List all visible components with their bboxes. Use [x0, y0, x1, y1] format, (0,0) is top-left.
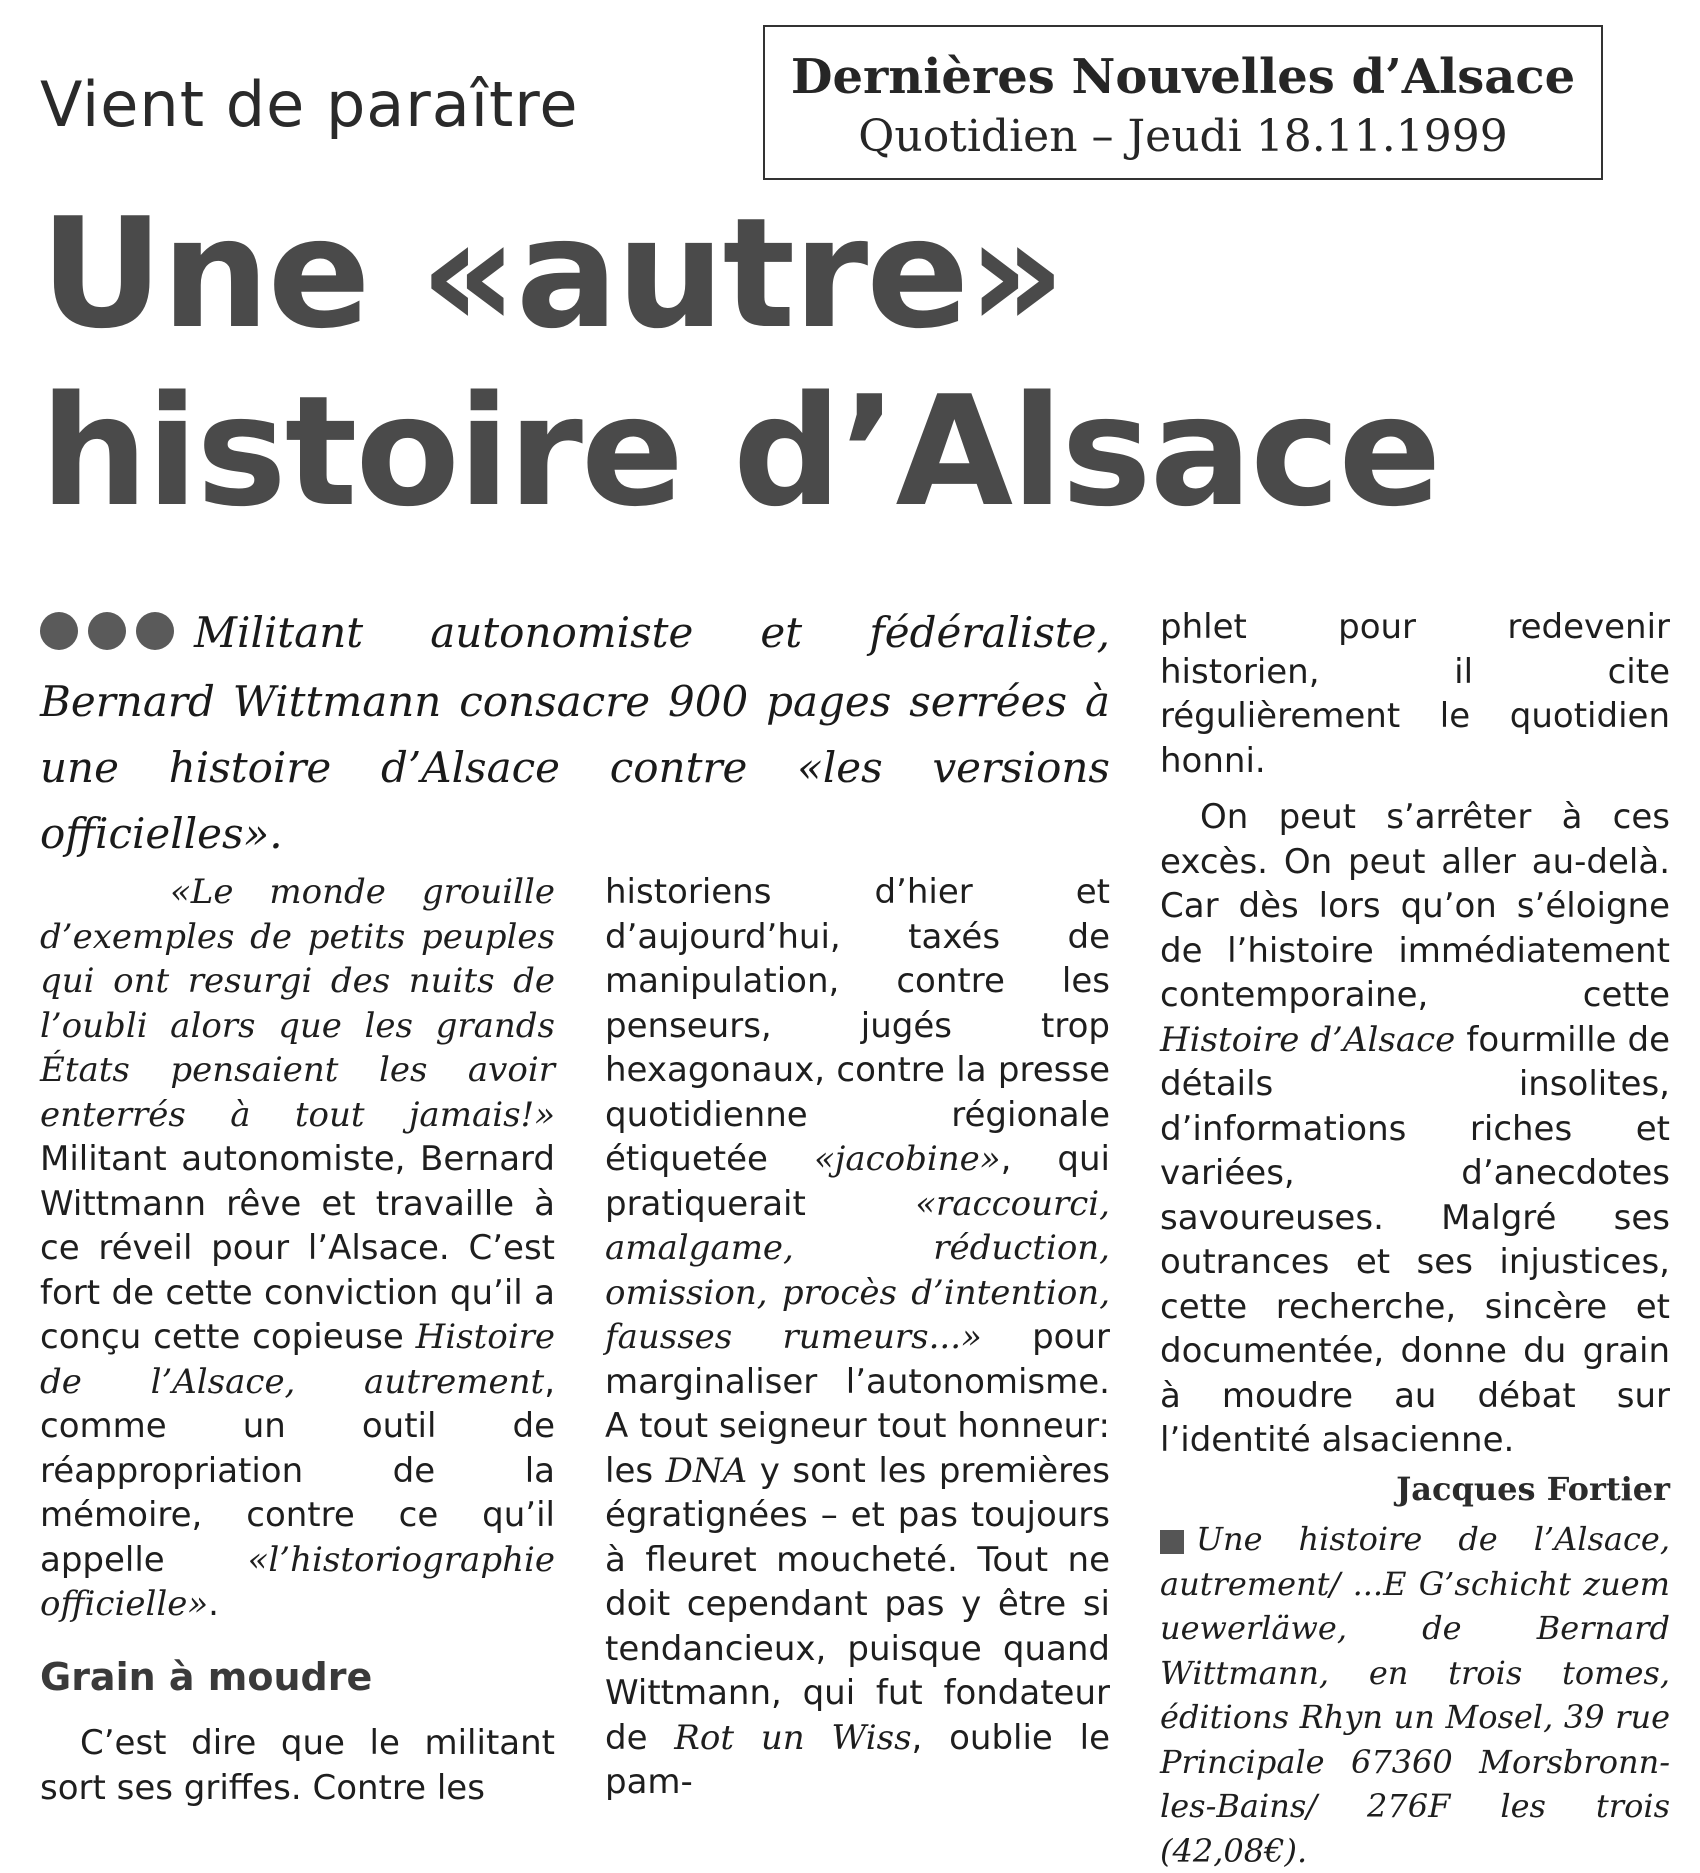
publication-ref: Rot un Wiss	[674, 1717, 912, 1758]
quote: «l’historiographie officielle»	[40, 1539, 555, 1624]
paragraph-text: , qui pratiquerait	[605, 1139, 1110, 1224]
author-signature: Jacques Fortier	[1396, 1469, 1670, 1508]
paragraph-text: fourmille de détails insolites, d’informations riches et variées, d’anecdotes savoureuses. Malgré ses outrances et ses injustices, cette recherche, sincère et documentée, donne du grain à moudre au débat sur l’identité alsacienne.	[1160, 1019, 1670, 1460]
book-title: Histoire de l’Alsace, autrement	[40, 1317, 555, 1402]
paragraph	[40, 870, 555, 1627]
article-column-1	[40, 870, 555, 1810]
paragraph	[1160, 795, 1670, 1463]
publication-date: Quotidien – Jeudi 18.11.1999	[858, 111, 1508, 162]
opening-quote: «Le monde grouille d’exemples de petits peuples qui ont resurgi des nuits de l’oubli alors que les grands États pensaient les avoir enterrés à tout jamais!»	[40, 872, 555, 1135]
headline-line-2: histoire d’Alsace	[40, 363, 1440, 540]
paragraph-text: y sont les premières égratignées – et pas toujours à fleuret moucheté. Tout ne doit cependant pas y être si tendancieux, puisque quand Wittmann, qui fut fondateur de	[605, 1450, 1111, 1758]
paragraph	[605, 870, 1110, 1805]
headline	[40, 185, 1660, 541]
article-column-3	[1160, 605, 1670, 1873]
newspaper-masthead	[763, 25, 1603, 180]
newspaper-name: Dernières Nouvelles d’Alsace	[790, 49, 1576, 105]
square-bullet-icon	[1160, 1530, 1184, 1554]
paragraph: phlet pour redevenir historien, il cite régulièrement le quotidien honni.	[1160, 607, 1670, 781]
subheading: Grain à moudre	[40, 1654, 373, 1699]
quote: «raccourci, amalgame, réduction, omission, procès d’intention, fausses rumeurs...»	[605, 1183, 1110, 1357]
paragraph-text: On peut s’arrêter à ces excès. On peut aller au-delà. Car dès lors qu’on s’éloigne de l’histoire immédiatement contemporaine, cette	[1160, 797, 1670, 1015]
paragraph-text: .	[208, 1584, 219, 1624]
paragraph-text: historiens d’hier et d’aujourd’hui, taxés de manipulation, contre les penseurs, jugés trop hexagonaux, contre la presse quotidienne régionale étiquetée	[605, 872, 1110, 1179]
article-column-2	[605, 870, 1110, 1805]
paragraph-text: , oublie le pam-	[605, 1717, 1111, 1802]
paragraph-text: Militant autonomiste, Bernard Wittmann rêve et travaille à ce réveil pour l’Alsace. C’est fort de cette conviction qu’il a conçu cette copieuse	[40, 1139, 555, 1357]
headline-line-1: Une «autre»	[40, 185, 1064, 362]
newspaper-ref: DNA	[665, 1450, 748, 1491]
kicker: Vient de paraître	[40, 68, 579, 141]
bullet-dots-icon	[40, 603, 184, 669]
lead-text: Militant autonomiste et fédéraliste, Bernard Wittmann consacre 900 pages serrées à une histoire d’Alsace contre «les versions officielles».	[40, 608, 1110, 858]
quote: «jacobine»	[813, 1139, 1001, 1179]
lead-paragraph	[40, 600, 1110, 867]
paragraph-text: , comme un outil de réappropriation de la mémoire, contre ce qu’il appelle	[40, 1361, 555, 1580]
book-title: Histoire d’Alsace	[1160, 1019, 1456, 1060]
paragraph: C’est dire que le militant sort ses griffes. Contre les	[40, 1723, 555, 1808]
book-info-text: Une histoire de l’Alsace, autrement/ ...E G’schicht zuem uewerläwe, de Bernard Wittmann, en trois tomes, éditions Rhyn un Mosel, 39 rue Principale 67360 Morsbronn-les-Bains/ 276F les trois (42,08€).	[1160, 1520, 1670, 1870]
paragraph-text: pour marginaliser l’autonomisme. A tout seigneur tout honneur: les	[605, 1317, 1110, 1491]
